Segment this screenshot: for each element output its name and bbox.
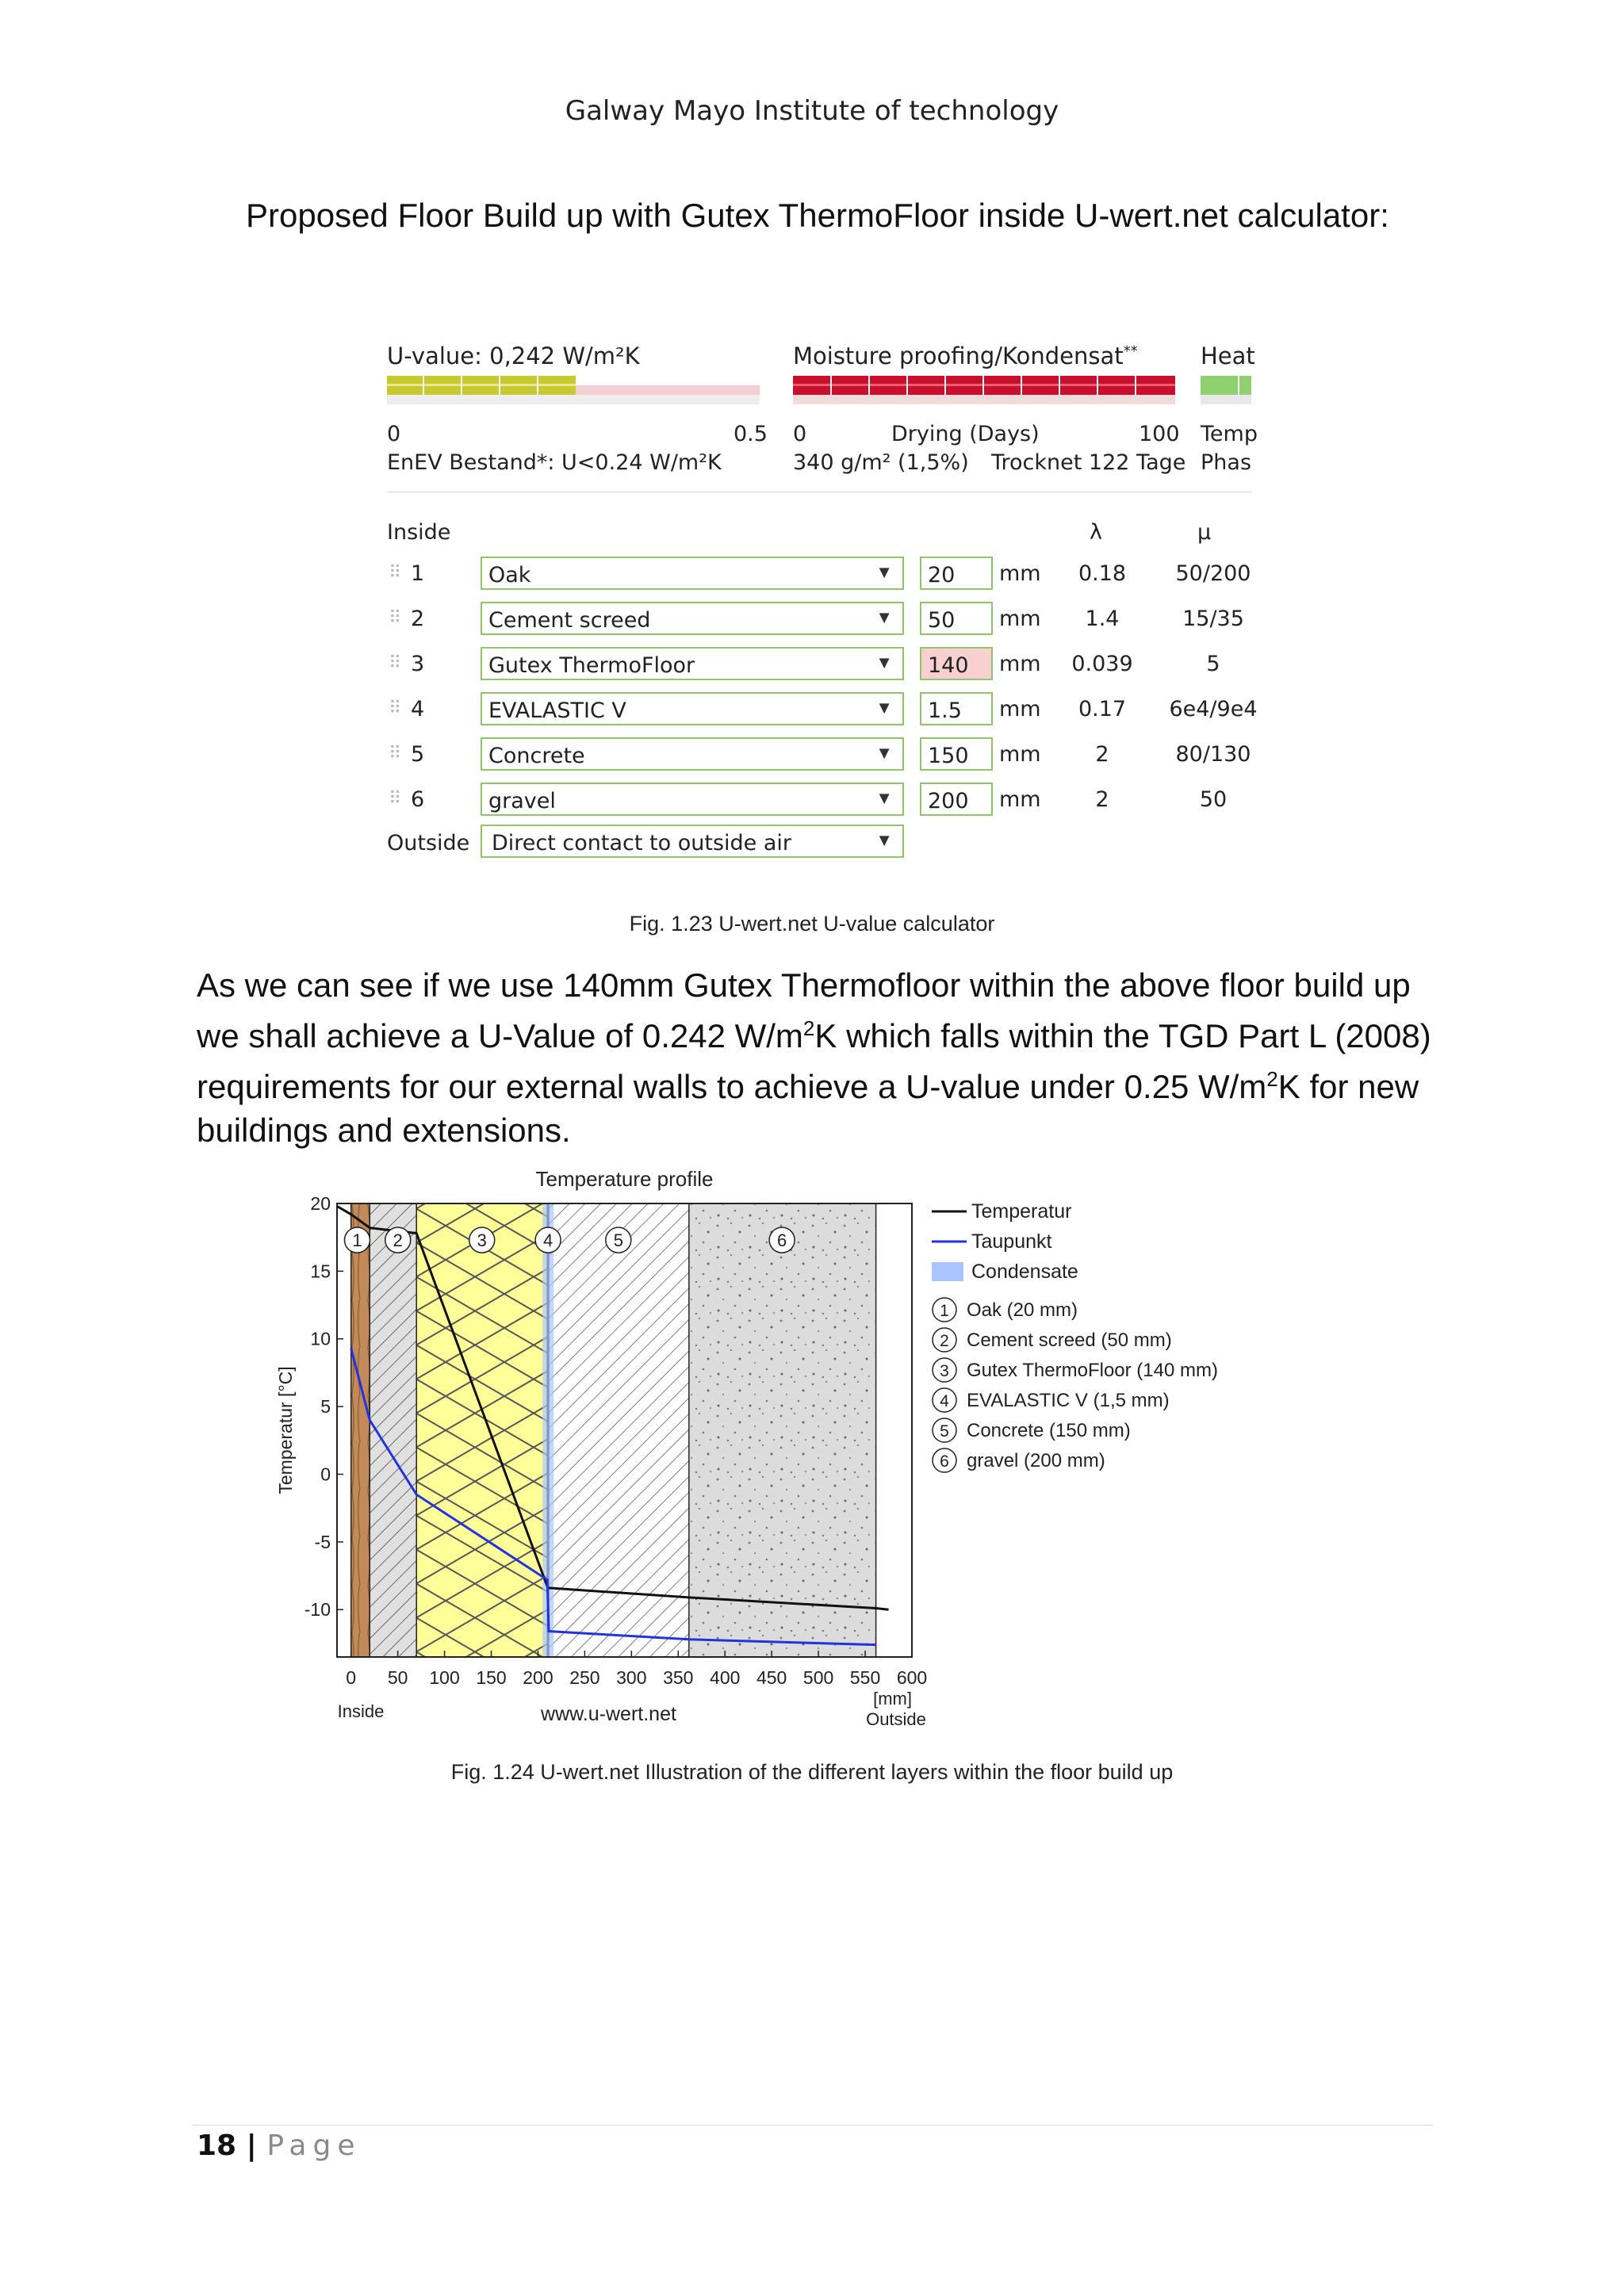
legend-marker-number: 5 (940, 1422, 949, 1441)
page-number: 18 (197, 2130, 237, 2162)
layer-material-select[interactable] (481, 737, 904, 771)
legend-layer-entry: Gutex ThermoFloor (140 mm) (967, 1360, 1218, 1381)
layer-material: Gutex ThermoFloor (488, 653, 695, 678)
legend-marker-number: 4 (940, 1392, 949, 1410)
figure-caption-1: Fig. 1.23 U-wert.net U-value calculator (629, 912, 995, 936)
outside-label: Outside (387, 831, 470, 855)
x-tick-label: 50 (387, 1667, 408, 1688)
heat-line-1: Temp (1201, 422, 1258, 446)
mu-header: μ (1197, 520, 1212, 545)
heat-title: Heat (1201, 342, 1255, 369)
x-tick-label: 550 (849, 1667, 881, 1688)
layer-lambda: 2 (1095, 787, 1109, 812)
legend-layer-entry: gravel (200 mm) (967, 1450, 1105, 1471)
footer-divider (192, 2125, 1433, 2126)
page-footer: 18 | Page (197, 2130, 362, 2162)
moisture-scale-max: 100 (1139, 422, 1180, 446)
y-tick-label: -5 (314, 1531, 331, 1552)
layer-band (351, 1203, 370, 1657)
legend-marker-number: 2 (940, 1332, 949, 1350)
layer-material-select[interactable] (481, 783, 904, 816)
legend-entry: Condensate (971, 1261, 1078, 1283)
layer-thickness-input[interactable] (920, 737, 993, 771)
legend-marker-number: 6 (940, 1452, 949, 1471)
legend-marker-number: 3 (940, 1362, 949, 1380)
layer-lambda: 0.18 (1078, 561, 1127, 586)
y-tick-label: 5 (320, 1396, 331, 1418)
y-tick-label: -10 (304, 1599, 331, 1621)
layer-thickness-input[interactable] (920, 647, 993, 680)
layer-thickness-input[interactable] (920, 783, 993, 816)
layer-lambda: 1.4 (1085, 607, 1120, 631)
layer-band (689, 1203, 876, 1657)
inside-label: Inside (337, 1701, 385, 1721)
layer-thickness: 140 (928, 653, 969, 678)
layer-mu: 50/200 (1175, 561, 1251, 586)
layer-number: 3 (411, 652, 425, 676)
layer-thickness: 50 (928, 608, 956, 633)
legend-entry: Temperatur (971, 1200, 1072, 1223)
u-value-scale-max: 0.5 (733, 422, 768, 446)
legend-swatch (932, 1262, 963, 1281)
drag-handle-icon[interactable]: ⠿ (389, 563, 402, 583)
layer-marker-number: 3 (477, 1230, 487, 1251)
u-value-calculator (373, 333, 1261, 872)
layer-material-select[interactable] (481, 557, 904, 590)
x-tick-label: 150 (476, 1667, 507, 1688)
page-word: Page (266, 2130, 362, 2162)
legend-marker-number: 1 (940, 1302, 949, 1320)
layer-material: Oak (488, 563, 531, 587)
intro-text: Proposed Floor Build up with Gutex ThermoFloor inside U-wert.net calculator: (246, 197, 1389, 234)
chevron-down-icon: ▼ (875, 562, 893, 582)
layer-marker-number: 1 (352, 1230, 362, 1251)
layer-lambda: 0.17 (1078, 697, 1127, 721)
x-tick-label: 250 (569, 1667, 600, 1688)
legend-layer-entry: Concrete (150 mm) (967, 1420, 1131, 1441)
unit-label: mm (999, 742, 1041, 767)
moisture-scale-label: Drying (Days) (891, 422, 1040, 446)
unit-label: mm (999, 561, 1041, 586)
heat-panel-clipped (1201, 333, 1258, 492)
unit-label: mm (999, 652, 1041, 676)
layer-mu: 80/130 (1175, 742, 1251, 767)
heat-bar (1201, 376, 1251, 408)
drag-handle-icon[interactable]: ⠿ (389, 789, 402, 809)
x-tick-label: 600 (896, 1667, 928, 1688)
outside-condition-value: Direct contact to outside air (492, 831, 791, 855)
legend-entry: Taupunkt (971, 1230, 1052, 1253)
drag-handle-icon[interactable]: ⠿ (389, 608, 402, 628)
layer-marker-number: 2 (393, 1230, 403, 1251)
layer-marker-number: 6 (777, 1230, 787, 1251)
layer-thickness: 1.5 (928, 698, 962, 723)
u-value-bar (387, 376, 760, 408)
body-paragraph: As we can see if we use 140mm Gutex Thermofloor within the above floor build up we shall achieve a U-Value of 0.242 $W/m^2K$ which falls within the TGD Part L (2008) requirements for our external walls to achieve a U-value under 0.25 $W/m^2K$ for new buildings and extensions. (197, 966, 1431, 1149)
drag-handle-icon[interactable]: ⠿ (389, 653, 402, 673)
outside-condition-select[interactable] (481, 825, 904, 858)
layer-number: 2 (411, 607, 425, 631)
u-value-note: EnEV Bestand*: U<0.24 W/m²K (387, 450, 722, 475)
layer-thickness: 150 (928, 744, 969, 768)
x-tick-label: 500 (802, 1667, 834, 1688)
drag-handle-icon[interactable]: ⠿ (389, 698, 402, 718)
moisture-scale-min: 0 (793, 422, 807, 446)
document-header: Galway Mayo Institute of technology (565, 95, 1059, 127)
chevron-down-icon: ▼ (875, 788, 893, 808)
x-tick-label: 450 (756, 1667, 787, 1688)
y-tick-label: 0 (320, 1464, 331, 1485)
x-axis-unit: [mm] (873, 1689, 912, 1709)
chart-title: Temperature profile (535, 1167, 714, 1191)
layer-mu: 5 (1206, 652, 1220, 676)
unit-label: mm (999, 697, 1041, 721)
chevron-down-icon: ▼ (875, 698, 893, 718)
drag-handle-icon[interactable]: ⠿ (389, 744, 402, 763)
layer-marker-number: 5 (613, 1230, 623, 1251)
inside-label: Inside (387, 520, 451, 545)
y-tick-label: 15 (310, 1261, 331, 1282)
layer-material: gravel (488, 789, 556, 813)
outside-label: Outside (866, 1709, 926, 1729)
layer-number: 5 (411, 742, 425, 767)
figure-caption-2: Fig. 1.24 U-wert.net Illustration of the different layers within the floor build up (450, 1760, 1174, 1784)
unit-label: mm (999, 607, 1041, 631)
layer-thickness: 20 (928, 563, 956, 587)
layer-material-select[interactable] (481, 647, 904, 680)
layer-material: Cement screed (488, 608, 651, 633)
temperature-profile-chart (270, 1158, 1269, 1728)
y-axis-label: Temperatur [°C] (275, 1366, 296, 1494)
layer-number: 4 (411, 697, 425, 721)
x-tick-label: 350 (663, 1667, 694, 1688)
x-tick-label: 200 (523, 1667, 553, 1688)
layer-thickness-input[interactable] (920, 602, 993, 635)
layer-material-select[interactable] (481, 602, 904, 635)
x-tick-label: 400 (710, 1667, 741, 1688)
legend-layer-entry: Cement screed (50 mm) (967, 1330, 1172, 1351)
layer-mu: 15/35 (1182, 607, 1244, 631)
layer-thickness-input[interactable] (920, 557, 993, 590)
u-value-title: U-value: 0,242 W/m²K (387, 342, 640, 369)
layer-band (416, 1203, 547, 1657)
layer-material: EVALASTIC V (488, 698, 626, 723)
x-tick-label: 0 (346, 1667, 357, 1688)
moisture-note-1: 340 g/m² (1,5%) (793, 450, 969, 475)
legend-layer-entry: EVALASTIC V (1,5 mm) (967, 1390, 1170, 1411)
layer-number: 1 (411, 561, 425, 586)
layer-thickness: 200 (928, 789, 969, 813)
layer-material-select[interactable] (481, 692, 904, 725)
moisture-note-2: Trocknet 122 Tage (991, 450, 1186, 475)
x-tick-label: 300 (616, 1667, 647, 1688)
layer-thickness-input[interactable] (920, 692, 993, 725)
heat-line-2: Phas (1201, 450, 1252, 475)
x-tick-label: 100 (429, 1667, 460, 1688)
layer-lambda: 0.039 (1071, 652, 1133, 676)
layer-marker-number: 4 (543, 1230, 553, 1251)
y-tick-label: 20 (310, 1193, 331, 1214)
layer-lambda: 2 (1095, 742, 1109, 767)
y-tick-label: 10 (310, 1328, 331, 1349)
legend-layer-entry: Oak (20 mm) (967, 1299, 1078, 1321)
layer-material: Concrete (488, 744, 585, 768)
moisture-bar (793, 376, 1175, 408)
chevron-down-icon: ▼ (875, 607, 893, 627)
chevron-down-icon: ▼ (875, 652, 893, 672)
chevron-down-icon: ▼ (875, 830, 893, 850)
chevron-down-icon: ▼ (875, 743, 893, 763)
lambda-header: λ (1090, 520, 1102, 545)
u-value-scale-min: 0 (387, 422, 401, 446)
unit-label: mm (999, 787, 1041, 812)
source-label: www.u-wert.net (541, 1703, 676, 1725)
moisture-title: Moisture proofing/Kondensat** (793, 342, 1138, 369)
layer-mu: 6e4/9e4 (1169, 697, 1258, 721)
layer-number: 6 (411, 787, 425, 812)
layer-mu: 50 (1199, 787, 1228, 812)
